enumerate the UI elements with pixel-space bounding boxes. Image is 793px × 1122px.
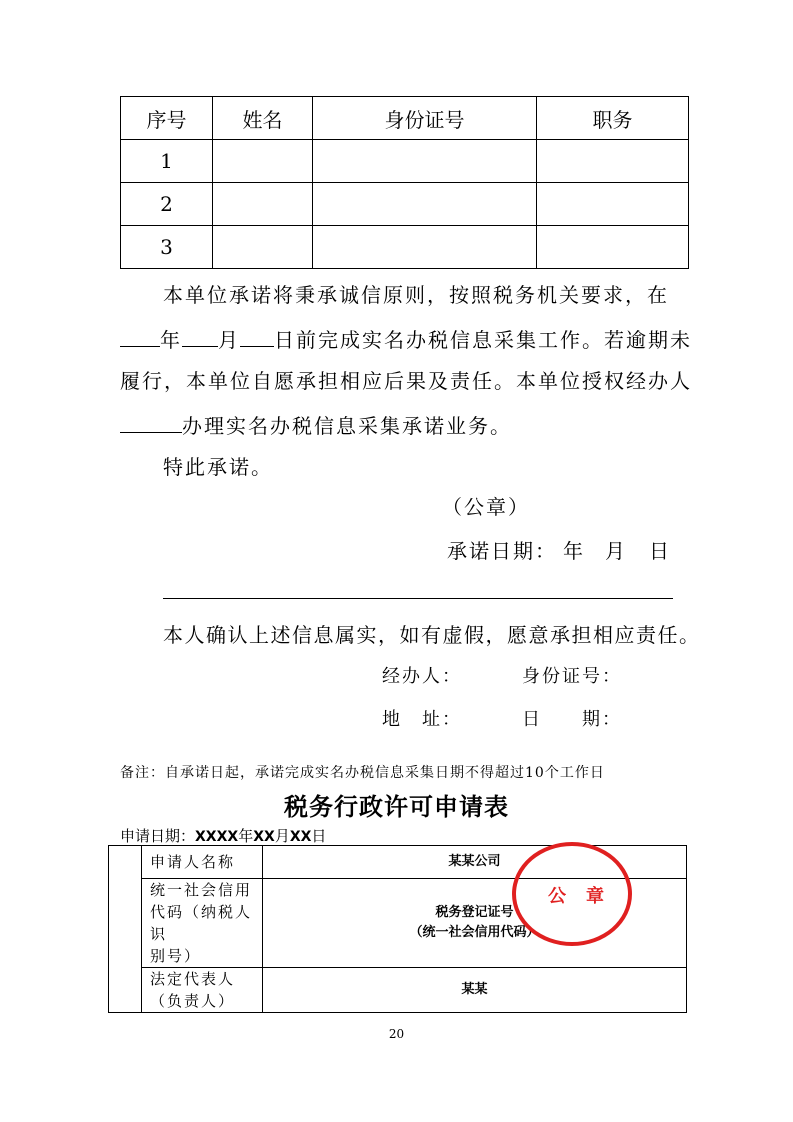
legal-rep-text: 某某 xyxy=(461,982,488,997)
id-number-cell[interactable] xyxy=(313,183,537,226)
name-cell[interactable] xyxy=(213,140,313,183)
position-cell[interactable] xyxy=(537,183,689,226)
official-seal-text: 公章 xyxy=(548,886,624,907)
header-cell-name: 姓名 xyxy=(213,97,313,140)
year-unit: 年 xyxy=(160,328,182,352)
commitment-date-month: 月 xyxy=(605,539,627,563)
apply-date-year-unit: 年 xyxy=(238,827,254,845)
day-blank[interactable] xyxy=(240,328,274,347)
commitment-line-2-rest: 日前完成实名办税信息采集工作。若逾期未 xyxy=(274,328,692,352)
row-index-cell: 3 xyxy=(121,226,213,269)
apply-date-day-unit: 日 xyxy=(311,827,327,845)
applicant-name-label: 申请人名称 xyxy=(142,846,263,879)
month-blank[interactable] xyxy=(182,328,218,347)
form-title: 税务行政许可申请表 xyxy=(284,793,509,821)
footnote: 备注：自承诺日起，承诺完成实名办税信息采集日期不得超过10个工作日 xyxy=(120,765,605,781)
position-cell[interactable] xyxy=(537,140,689,183)
credit-code-value-line: 税务登记证号 xyxy=(435,905,514,920)
credit-code-label-line: 统一社会信用 xyxy=(150,881,253,899)
official-seal-label: （公章） xyxy=(442,495,530,519)
table-row xyxy=(121,140,689,183)
apply-date-label: 申请日期： xyxy=(120,827,196,845)
name-cell[interactable] xyxy=(213,226,313,269)
row-index-cell: 2 xyxy=(121,183,213,226)
table-header-row xyxy=(121,97,689,140)
month-unit: 月 xyxy=(218,328,240,352)
apply-date-month-unit: 月 xyxy=(274,827,290,845)
commitment-line-4-text: 办理实名办税信息采集承诺业务。 xyxy=(182,414,512,438)
agent-label: 经办人： xyxy=(382,666,462,687)
header-cell-id-number: 身份证号 xyxy=(313,97,537,140)
confirmation-statement: 本人确认上述信息属实，如有虚假，愿意承担相应责任。 xyxy=(163,623,701,647)
credit-code-label-line: 别号） xyxy=(150,947,202,965)
form-row-legal-rep xyxy=(109,968,687,1013)
table-row xyxy=(121,226,689,269)
table-row xyxy=(121,183,689,226)
credit-code-label xyxy=(142,879,263,968)
name-cell[interactable] xyxy=(213,183,313,226)
commitment-line-2 xyxy=(120,328,692,350)
commitment-line-4 xyxy=(120,414,512,436)
legal-rep-label xyxy=(142,968,263,1013)
divider-line xyxy=(163,598,673,599)
commitment-date-label: 承诺日期： xyxy=(447,539,557,563)
id-number-cell[interactable] xyxy=(313,140,537,183)
commitment-line-3: 履行，本单位自愿承担相应后果及责任。本单位授权经办人 xyxy=(120,369,692,393)
form-side-cell xyxy=(109,846,142,1013)
credit-code-value-line: （统一社会信用代码） xyxy=(409,925,540,940)
id-number-cell[interactable] xyxy=(313,226,537,269)
agent-blank[interactable] xyxy=(120,414,182,433)
legal-rep-label-line: （负责人） xyxy=(150,992,236,1010)
staff-table xyxy=(120,96,689,269)
commitment-closing: 特此承诺。 xyxy=(163,455,273,479)
id-number-label: 身份证号： xyxy=(522,666,622,687)
apply-date-year: XXXX xyxy=(195,829,239,845)
legal-rep-label-line: 法定代表人 xyxy=(150,970,236,988)
address-label: 地 址： xyxy=(382,709,462,730)
commitment-date-year: 年 xyxy=(563,539,585,563)
page-number: 20 xyxy=(388,1027,405,1041)
legal-rep-value[interactable] xyxy=(263,968,687,1013)
header-cell-index: 序号 xyxy=(121,97,213,140)
apply-date xyxy=(120,825,326,846)
year-blank[interactable] xyxy=(120,328,160,347)
commitment-line-1: 本单位承诺将秉承诚信原则，按照税务机关要求，在 xyxy=(163,283,669,307)
credit-code-label-line: 代码（纳税人识 xyxy=(150,903,253,943)
header-cell-position: 职务 xyxy=(537,97,689,140)
applicant-name-text: 某某公司 xyxy=(448,854,501,869)
apply-date-day: XX xyxy=(289,829,312,845)
apply-date-month: XX xyxy=(253,829,275,845)
row-index-cell: 1 xyxy=(121,140,213,183)
confirmation-date-label: 日 期： xyxy=(522,709,622,730)
commitment-date-day: 日 xyxy=(649,539,671,563)
position-cell[interactable] xyxy=(537,226,689,269)
